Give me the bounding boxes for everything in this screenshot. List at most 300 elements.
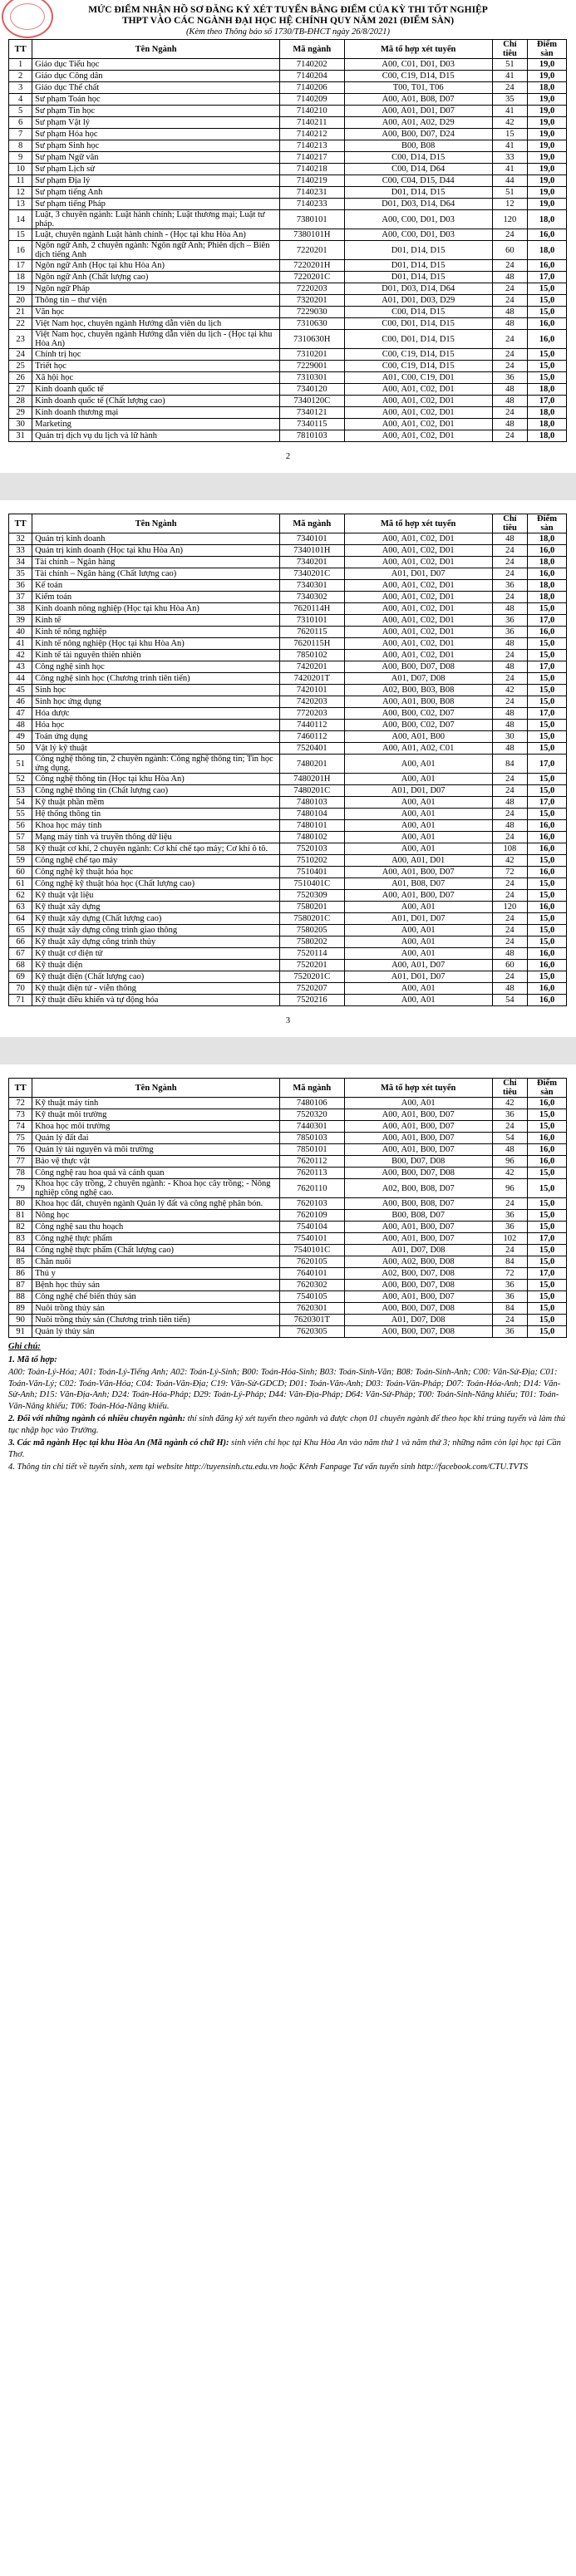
cell-program-code: 7340120 — [280, 384, 344, 396]
cell-quota: 24 — [492, 295, 527, 307]
cell-tt: 85 — [9, 1256, 32, 1268]
table-row — [9, 809, 567, 820]
cell-program-code: 7640101 — [280, 1268, 344, 1280]
cell-program-name: Kinh doanh thương mại — [32, 407, 280, 419]
cell-combination: A00, A01, C02, D01 — [344, 545, 492, 557]
note-2: 2. Đối với những ngành có nhiều chuyên ngành: thí sinh đăng ký xét tuyển theo ngành và được chọn 01 chuyên ngành để theo học khi trúng tuyển và làm thủ tục nhập học vào Trường. — [8, 1414, 566, 1435]
cell-program-name: Công nghệ rau hoa quả và cảnh quan — [32, 1168, 280, 1179]
cell-floor-score: 15,0 — [528, 1245, 567, 1256]
cell-program-code: 7140212 — [280, 129, 344, 140]
cell-combination: A00, C01, D01, D03 — [344, 59, 492, 71]
table-row — [9, 307, 567, 318]
cell-floor-score: 15,0 — [528, 1109, 567, 1121]
cell-floor-score: 15,0 — [528, 743, 567, 755]
cell-tt: 49 — [9, 731, 32, 743]
cell-quota: 48 — [492, 419, 527, 430]
cell-floor-score: 18,0 — [528, 592, 567, 603]
cell-program-code: 7580202 — [280, 937, 344, 948]
cell-tt: 63 — [9, 902, 32, 913]
table-row — [9, 1098, 567, 1109]
cell-program-code: 7850103 — [280, 1133, 344, 1144]
cell-combination: A00, A01, C02, D01 — [344, 592, 492, 603]
cell-program-name: Thông tin – thư viện — [32, 295, 280, 307]
cell-program-name: Triết học — [32, 361, 280, 372]
cell-combination: A00, B00, D07, D08 — [344, 1168, 492, 1179]
cell-program-code: 7480201C — [280, 785, 344, 797]
table-row — [9, 615, 567, 627]
cell-floor-score: 17,0 — [528, 755, 567, 774]
cell-program-name: Chăn nuôi — [32, 1256, 280, 1268]
cell-quota: 15 — [492, 129, 527, 140]
cell-combination: A00, A01, B00 — [344, 731, 492, 743]
table-row — [9, 1326, 567, 1338]
header-score: Điểm sàn — [528, 514, 567, 533]
cell-floor-score: 15,0 — [528, 731, 567, 743]
table-row — [9, 106, 567, 117]
cell-combination: A00, B00, C02, D07 — [344, 720, 492, 731]
table-row — [9, 731, 567, 743]
cell-quota: 24 — [492, 229, 527, 241]
page-number: 2 — [0, 449, 576, 473]
cell-floor-score: 16,0 — [528, 902, 567, 913]
cell-program-name: Kinh tế — [32, 615, 280, 627]
cell-program-name: Sinh học ứng dụng — [32, 696, 280, 708]
cell-tt: 19 — [9, 283, 32, 295]
table-row — [9, 925, 567, 937]
cell-program-name: Quản lý tài nguyên và môi trường — [32, 1144, 280, 1156]
cell-program-name: Nông học — [32, 1210, 280, 1222]
cell-combination: A00, A01, C02, D01 — [344, 557, 492, 568]
cell-quota: 42 — [492, 117, 527, 129]
table-row — [9, 384, 567, 396]
table-header-row — [9, 40, 567, 59]
cell-program-code: 7510202 — [280, 855, 344, 867]
cell-quota: 35 — [492, 94, 527, 106]
cell-tt: 24 — [9, 349, 32, 361]
table-row — [9, 661, 567, 673]
cell-program-code: 7620301 — [280, 1303, 344, 1315]
cell-program-name: Công nghệ sinh học — [32, 661, 280, 673]
cell-combination: A00, A01 — [344, 832, 492, 843]
cell-program-name: Sư phạm tiếng Anh — [32, 187, 280, 199]
table-row — [9, 995, 567, 1006]
cell-combination: A00, A01, B00, D07 — [344, 1233, 492, 1245]
cell-tt: 52 — [9, 774, 32, 785]
cell-tt: 87 — [9, 1280, 32, 1291]
cell-program-name: Kỹ thuật xây dựng — [32, 902, 280, 913]
cell-combination: A00, A01 — [344, 948, 492, 960]
cell-program-name: Quản trị kinh doanh — [32, 533, 280, 545]
table-row — [9, 1144, 567, 1156]
cell-tt: 62 — [9, 890, 32, 902]
cell-tt: 30 — [9, 419, 32, 430]
cell-floor-score: 16,0 — [528, 1144, 567, 1156]
cell-tt: 55 — [9, 809, 32, 820]
cell-combination: A00, B00, D07, D08 — [344, 1326, 492, 1338]
cell-program-code: 7420203 — [280, 696, 344, 708]
cell-quota: 48 — [492, 708, 527, 720]
cell-quota: 24 — [492, 650, 527, 661]
header-quota: Chỉ tiêu — [492, 1079, 527, 1098]
cell-program-code: 7340101H — [280, 545, 344, 557]
header-code: Mã ngành — [280, 514, 344, 533]
table-row — [9, 260, 567, 272]
cell-program-name: Khoa học cây trồng, 2 chuyên ngành: - Khoa học cây trồng; - Nông nghiệp công nghệ cao. — [32, 1179, 280, 1198]
cell-program-name: Việt Nam học, chuyên ngành Hướng dẫn viên du lịch - (Học tại khu Hòa An) — [32, 330, 280, 349]
cell-combination: A00, A01 — [344, 925, 492, 937]
table-row — [9, 638, 567, 650]
cell-combination: A02, B00, B08, D07 — [344, 1179, 492, 1198]
cell-quota: 24 — [492, 330, 527, 349]
cell-quota: 41 — [492, 164, 527, 175]
cell-tt: 80 — [9, 1198, 32, 1210]
cell-combination: A00, A01, B00, D07 — [344, 1109, 492, 1121]
table-row — [9, 272, 567, 283]
cell-program-name: Quản trị kinh doanh (Học tại khu Hòa An) — [32, 545, 280, 557]
cell-floor-score: 15,0 — [528, 1121, 567, 1133]
table-row — [9, 407, 567, 419]
table-row — [9, 1268, 567, 1280]
cell-tt: 28 — [9, 396, 32, 407]
cell-program-code: 7480102 — [280, 832, 344, 843]
cell-combination: A00, A01, B00, D07 — [344, 867, 492, 878]
table-row — [9, 318, 567, 330]
cell-tt: 59 — [9, 855, 32, 867]
cell-program-name: Mạng máy tính và truyền thông dữ liệu — [32, 832, 280, 843]
cell-quota: 24 — [492, 890, 527, 902]
cell-tt: 27 — [9, 384, 32, 396]
cell-tt: 11 — [9, 175, 32, 187]
cell-program-code: 7580201C — [280, 913, 344, 925]
cell-program-name: Kiểm toán — [32, 592, 280, 603]
cell-program-name: Công nghệ sau thu hoạch — [32, 1222, 280, 1233]
cell-program-name: Việt Nam học, chuyên ngành Hướng dẫn viên du lịch — [32, 318, 280, 330]
cell-program-code: 7620115H — [280, 638, 344, 650]
cell-tt: 1 — [9, 59, 32, 71]
cell-combination: C00, D14, D15 — [344, 307, 492, 318]
cell-quota: 120 — [492, 902, 527, 913]
admission-score-table — [8, 514, 567, 1006]
cell-quota: 24 — [492, 1121, 527, 1133]
cell-tt: 69 — [9, 971, 32, 983]
cell-program-code: 7340302 — [280, 592, 344, 603]
cell-combination: A02, B00, B03, B08 — [344, 685, 492, 696]
cell-program-code: 7140219 — [280, 175, 344, 187]
cell-program-code: 7140217 — [280, 152, 344, 164]
table-row — [9, 902, 567, 913]
cell-program-name: Kinh tế nông nghiệp (Học tại khu Hòa An) — [32, 638, 280, 650]
cell-tt: 76 — [9, 1144, 32, 1156]
cell-combination: B00, B08 — [344, 140, 492, 152]
cell-combination: A00, A01 — [344, 755, 492, 774]
cell-combination: A00, A01 — [344, 983, 492, 995]
cell-tt: 78 — [9, 1168, 32, 1179]
cell-program-name: Công nghệ kỹ thuật hóa học (Chất lượng cao) — [32, 878, 280, 890]
cell-program-code: 7520103 — [280, 843, 344, 855]
cell-floor-score: 19,0 — [528, 71, 567, 82]
cell-program-name: Kinh tế nông nghiệp — [32, 627, 280, 638]
cell-program-name: Kỹ thuật phần mềm — [32, 797, 280, 809]
cell-tt: 2 — [9, 71, 32, 82]
cell-floor-score: 15,0 — [528, 696, 567, 708]
cell-combination: A00, A01, A02, D29 — [344, 117, 492, 129]
cell-tt: 7 — [9, 129, 32, 140]
cell-program-code: 7310201 — [280, 349, 344, 361]
cell-quota: 54 — [492, 995, 527, 1006]
cell-floor-score: 19,0 — [528, 129, 567, 140]
cell-quota: 48 — [492, 396, 527, 407]
cell-program-name: Sư phạm Lịch sử — [32, 164, 280, 175]
cell-quota: 41 — [492, 71, 527, 82]
table-row — [9, 545, 567, 557]
cell-floor-score: 18,0 — [528, 384, 567, 396]
cell-quota: 24 — [492, 260, 527, 272]
table-row — [9, 295, 567, 307]
header-combination: Mã tổ hợp xét tuyển — [344, 514, 492, 533]
cell-program-code: 7520401 — [280, 743, 344, 755]
cell-floor-score: 15,0 — [528, 1179, 567, 1198]
cell-program-code: 7440301 — [280, 1121, 344, 1133]
cell-tt: 10 — [9, 164, 32, 175]
cell-quota: 72 — [492, 1268, 527, 1280]
cell-combination: A01, D07, D08 — [344, 673, 492, 685]
cell-combination: A00, A01, B00, D07 — [344, 1121, 492, 1133]
cell-quota: 24 — [492, 1315, 527, 1326]
cell-program-name: Luật, chuyên ngành Luật hành chính - (Học tại khu Hòa An) — [32, 229, 280, 241]
cell-quota: 24 — [492, 283, 527, 295]
cell-combination: D01, D14, D15 — [344, 272, 492, 283]
cell-combination: A02, B00, D07, D08 — [344, 1268, 492, 1280]
cell-program-code: 7620302 — [280, 1280, 344, 1291]
cell-program-code: 7850102 — [280, 650, 344, 661]
header-score: Điểm sàn — [528, 1079, 567, 1098]
note-1-body: A00: Toán-Lý-Hóa; A01: Toán-Lý-Tiếng Anh; A02: Toán-Lý-Sinh; B00: Toán-Hóa-Sinh; B03: Toán-Sinh-Văn; B08: Toán-Sinh-Anh; C00: Văn-Sử-Địa; C01: Toán-Văn-Lý; C02: Toán-Văn-Hóa; C04: Toán-Văn-Địa; C19: Văn-Sử-GDCD; D01: Toán-Văn-Anh; D03: Toán-Văn-Pháp; D07: Toán-Hóa-Anh; D14: Văn-Sử-Anh; D15: Văn-Địa-Anh; D24: Toán-Hóa-Pháp; D29: Toán-Lý-Pháp; D44: Văn-Địa-Pháp; D64: Văn-Sử-Pháp; T00: Toán-Sinh-Năng khiếu; T01: Toán-Văn-Năng khiếu; T06: Toán-Hóa-Năng khiếu. — [8, 1368, 561, 1411]
cell-combination: C00, D14, D64 — [344, 164, 492, 175]
cell-tt: 84 — [9, 1245, 32, 1256]
cell-quota: 41 — [492, 140, 527, 152]
cell-combination: D01, D14, D15 — [344, 187, 492, 199]
cell-floor-score: 16,0 — [528, 843, 567, 855]
header-quota: Chỉ tiêu — [492, 514, 527, 533]
table-row — [9, 937, 567, 948]
cell-program-name: Ngôn ngữ Anh (Học tại khu Hòa An) — [32, 260, 280, 272]
table-row — [9, 580, 567, 592]
cell-program-code: 7540101 — [280, 1233, 344, 1245]
cell-floor-score: 15,0 — [528, 1291, 567, 1303]
cell-floor-score: 17,0 — [528, 708, 567, 720]
cell-tt: 82 — [9, 1222, 32, 1233]
cell-floor-score: 15,0 — [528, 1326, 567, 1338]
cell-floor-score: 15,0 — [528, 638, 567, 650]
notes-section — [8, 1341, 568, 1473]
table-row — [9, 685, 567, 696]
cell-combination: A01, B08, D07 — [344, 878, 492, 890]
table-row — [9, 960, 567, 971]
cell-combination: D01, D03, D14, D64 — [344, 283, 492, 295]
cell-floor-score: 18,0 — [528, 580, 567, 592]
cell-tt: 40 — [9, 627, 32, 638]
cell-combination: A00, A01 — [344, 797, 492, 809]
cell-tt: 37 — [9, 592, 32, 603]
cell-quota: 24 — [492, 832, 527, 843]
table-row — [9, 533, 567, 545]
cell-quota: 42 — [492, 685, 527, 696]
cell-quota: 51 — [492, 59, 527, 71]
cell-floor-score: 19,0 — [528, 187, 567, 199]
cell-program-code: 7340201 — [280, 557, 344, 568]
cell-combination: A00, A01, C02, D01 — [344, 580, 492, 592]
table-row — [9, 129, 567, 140]
cell-floor-score: 16,0 — [528, 867, 567, 878]
cell-program-code: 7580205 — [280, 925, 344, 937]
cell-combination: A00, A01, A02, C01 — [344, 743, 492, 755]
header-combination: Mã tổ hợp xét tuyển — [344, 1079, 492, 1098]
cell-combination: A00, B00, D07, D08 — [344, 1280, 492, 1291]
cell-quota: 24 — [492, 878, 527, 890]
cell-combination: A00, B00, D07, D08 — [344, 1303, 492, 1315]
cell-program-code: 7520114 — [280, 948, 344, 960]
cell-program-code: 7310101 — [280, 615, 344, 627]
cell-quota: 24 — [492, 430, 527, 442]
cell-quota: 24 — [492, 592, 527, 603]
cell-floor-score: 15,0 — [528, 785, 567, 797]
table-row — [9, 696, 567, 708]
cell-tt: 15 — [9, 229, 32, 241]
cell-program-code: 7440112 — [280, 720, 344, 731]
cell-floor-score: 15,0 — [528, 774, 567, 785]
cell-quota: 24 — [492, 809, 527, 820]
cell-floor-score: 18,0 — [528, 430, 567, 442]
cell-tt: 47 — [9, 708, 32, 720]
cell-program-code: 7720203 — [280, 708, 344, 720]
header-tt: TT — [9, 514, 32, 533]
cell-combination: A00, A01, C02, D01 — [344, 638, 492, 650]
cell-tt: 75 — [9, 1133, 32, 1144]
cell-floor-score: 18,0 — [528, 82, 567, 94]
cell-program-code: 7520207 — [280, 983, 344, 995]
table-row — [9, 971, 567, 983]
cell-program-name: Kỹ thuật điện — [32, 960, 280, 971]
table-row — [9, 1168, 567, 1179]
cell-floor-score: 15,0 — [528, 361, 567, 372]
table-row — [9, 1109, 567, 1121]
cell-quota: 24 — [492, 971, 527, 983]
cell-program-name: Công nghệ chế biến thủy sản — [32, 1291, 280, 1303]
table-row — [9, 140, 567, 152]
cell-tt: 8 — [9, 140, 32, 152]
table-row — [9, 878, 567, 890]
cell-floor-score: 16,0 — [528, 1133, 567, 1144]
cell-combination: A00, A01, C02, D01 — [344, 615, 492, 627]
cell-program-code: 7140213 — [280, 140, 344, 152]
cell-quota: 44 — [492, 175, 527, 187]
admission-score-table — [8, 39, 567, 442]
cell-program-name: Giáo dục Công dân — [32, 71, 280, 82]
cell-tt: 57 — [9, 832, 32, 843]
cell-floor-score: 15,0 — [528, 283, 567, 295]
cell-quota: 30 — [492, 731, 527, 743]
cell-tt: 17 — [9, 260, 32, 272]
cell-floor-score: 16,0 — [528, 545, 567, 557]
table-row — [9, 1303, 567, 1315]
cell-quota: 48 — [492, 307, 527, 318]
cell-program-name: Kỹ thuật điện tử - viễn thông — [32, 983, 280, 995]
cell-combination: A01, D01, D07 — [344, 568, 492, 580]
cell-program-name: Kỹ thuật máy tính — [32, 1098, 280, 1109]
note-3: 3. Các mã ngành Học tại khu Hòa An (Mã ngành có chữ H): sinh viên chỉ học tại Khu Hòa An vào năm thứ 1 và năm thứ 3; những năm còn lại học tại Cần Thơ. — [8, 1438, 561, 1459]
cell-program-code: 7380101 — [280, 210, 344, 229]
cell-program-code: 7310630 — [280, 318, 344, 330]
cell-combination: A00, A01, B08, D07 — [344, 94, 492, 106]
table-row — [9, 82, 567, 94]
cell-tt: 14 — [9, 210, 32, 229]
cell-program-name: Quản lý thủy sản — [32, 1326, 280, 1338]
cell-program-name: Công nghệ thông tin (Chất lượng cao) — [32, 785, 280, 797]
cell-program-name: Quản lý đất đai — [32, 1133, 280, 1144]
table-row — [9, 1156, 567, 1168]
cell-floor-score: 15,0 — [528, 890, 567, 902]
cell-tt: 43 — [9, 661, 32, 673]
table-row — [9, 59, 567, 71]
cell-floor-score: 17,0 — [528, 1268, 567, 1280]
cell-program-name: Toán ứng dụng — [32, 731, 280, 743]
cell-floor-score: 18,0 — [528, 210, 567, 229]
cell-combination: A00, A01, D01, D07 — [344, 106, 492, 117]
cell-quota: 96 — [492, 1179, 527, 1198]
cell-combination: A01, D07, D08 — [344, 1245, 492, 1256]
cell-program-name: Tài chính – Ngân hàng (Chất lượng cao) — [32, 568, 280, 580]
cell-floor-score: 17,0 — [528, 1233, 567, 1245]
cell-floor-score: 15,0 — [528, 1256, 567, 1268]
cell-combination: A00, A01, C02, D01 — [344, 419, 492, 430]
cell-quota: 24 — [492, 673, 527, 685]
table-row — [9, 890, 567, 902]
cell-floor-score: 16,0 — [528, 995, 567, 1006]
cell-combination: A00, A01 — [344, 937, 492, 948]
cell-program-code: 7520201C — [280, 971, 344, 983]
cell-program-code: 7480106 — [280, 1098, 344, 1109]
cell-combination: C00, C19, D14, D15 — [344, 361, 492, 372]
cell-floor-score: 19,0 — [528, 106, 567, 117]
cell-program-name: Quản trị dịch vụ du lịch và lữ hành — [32, 430, 280, 442]
cell-combination: A00, A01, C02, D01 — [344, 650, 492, 661]
cell-program-code: 7140211 — [280, 117, 344, 129]
cell-floor-score: 15,0 — [528, 349, 567, 361]
cell-floor-score: 15,0 — [528, 855, 567, 867]
cell-tt: 51 — [9, 755, 32, 774]
tables-container — [0, 39, 576, 1338]
cell-program-name: Sư phạm Tin học — [32, 106, 280, 117]
table-row — [9, 592, 567, 603]
cell-program-code: 7340201C — [280, 568, 344, 580]
cell-combination: A00, A01, C02, D01 — [344, 603, 492, 615]
table-row — [9, 843, 567, 855]
cell-combination: A01, D01, D07 — [344, 913, 492, 925]
cell-tt: 46 — [9, 696, 32, 708]
table-row — [9, 199, 567, 210]
cell-quota: 24 — [492, 774, 527, 785]
cell-quota: 48 — [492, 638, 527, 650]
cell-tt: 44 — [9, 673, 32, 685]
cell-program-code: 7620114H — [280, 603, 344, 615]
cell-tt: 13 — [9, 199, 32, 210]
cell-floor-score: 15,0 — [528, 372, 567, 384]
cell-floor-score: 16,0 — [528, 260, 567, 272]
cell-program-code: 7420201T — [280, 673, 344, 685]
cell-floor-score: 15,0 — [528, 1198, 567, 1210]
header-quota: Chỉ tiêu — [492, 40, 527, 59]
cell-quota: 84 — [492, 1256, 527, 1268]
